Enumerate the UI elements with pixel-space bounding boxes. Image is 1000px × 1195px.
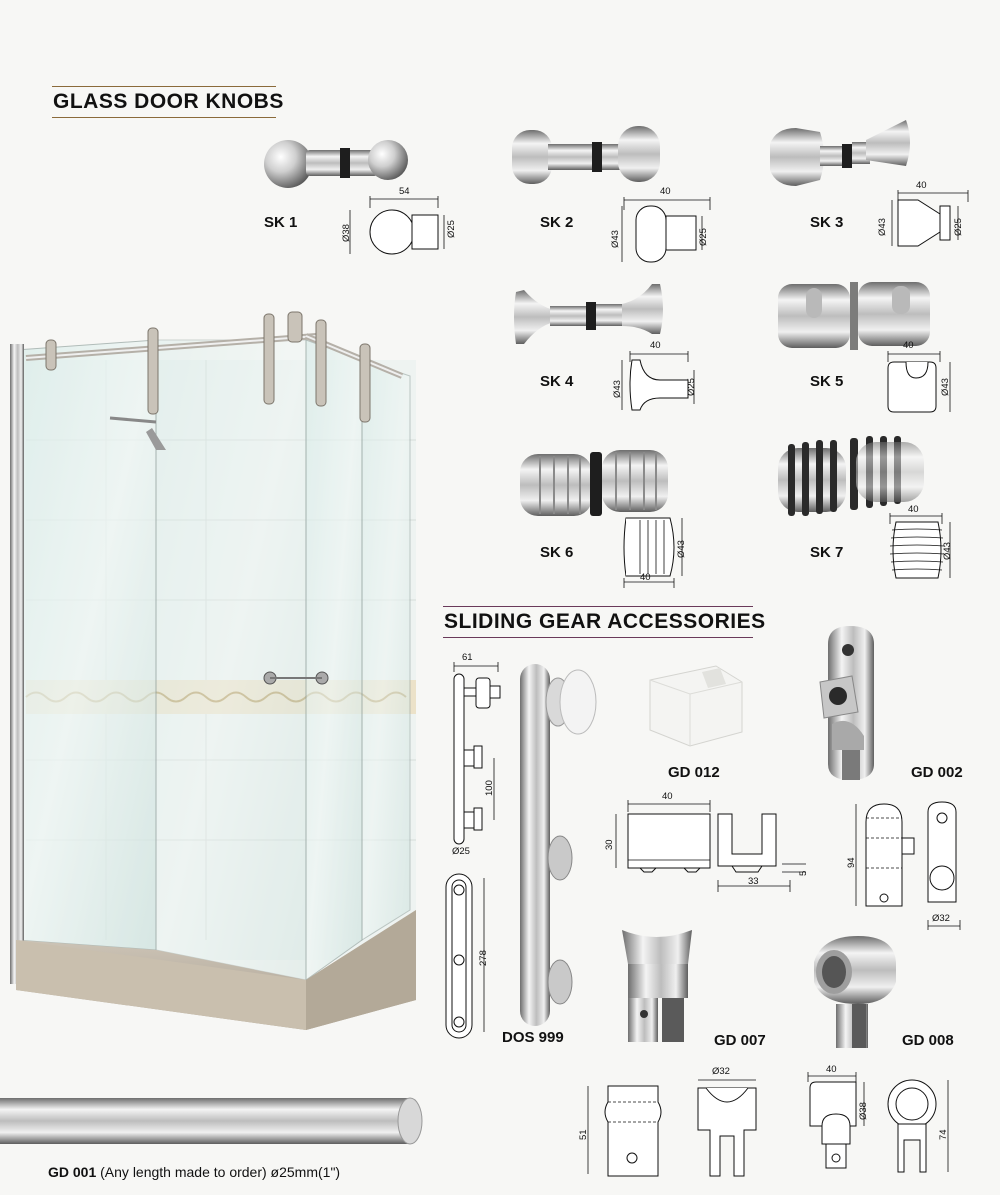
dos999-dim-length: 278 (478, 950, 489, 966)
sk1-dim-ball: Ø38 (341, 224, 352, 242)
gd012-photo (646, 664, 746, 748)
gd008-code: GD 008 (902, 1032, 954, 1049)
gd012-dim-height: 30 (604, 839, 615, 850)
sk3-code: SK 3 (810, 214, 844, 231)
sk6-dim-length: 40 (640, 572, 651, 583)
dos999-diagram-top (446, 660, 512, 856)
gd008-diagram (800, 1068, 970, 1180)
gd007-dim-height: 51 (578, 1129, 589, 1140)
gd001-tube-photo (0, 1096, 424, 1148)
sk7-knob-photo (776, 436, 926, 516)
sk3-dim-head: Ø43 (877, 218, 888, 236)
dos999-dim-spacing: 100 (484, 780, 495, 796)
sk3-knob-photo (766, 116, 912, 196)
sk1-code: SK 1 (264, 214, 298, 231)
dos999-code: DOS 999 (502, 1029, 564, 1046)
gd012-code: GD 012 (668, 764, 720, 781)
gd001-caption (48, 1164, 340, 1180)
sk3-dim-stem: Ø25 (953, 218, 964, 236)
sk4-dim-stem: Ø25 (686, 378, 697, 396)
sk6-knob-photo (518, 446, 670, 520)
sk5-dim-length: 40 (903, 340, 914, 351)
gd012-dim-channel: 33 (748, 876, 759, 887)
gd001-description: (Any length made to order) ø25mm(1") (96, 1164, 341, 1180)
gd008-dim-diameter: Ø38 (858, 1102, 869, 1120)
dos999-diagram-bottom (440, 870, 510, 1042)
sk5-diagram (876, 350, 966, 416)
gd012-dim-width: 40 (662, 791, 673, 802)
gd002-dim-height: 94 (846, 857, 857, 868)
gd008-photo (808, 932, 900, 1050)
sliding-title-rule-bottom (443, 637, 753, 638)
dos999-dim-width: 61 (462, 652, 473, 663)
gd001-code: GD 001 (48, 1164, 97, 1180)
sk7-dim-length: 40 (908, 504, 919, 515)
sk6-diagram (612, 514, 702, 590)
sk3-dim-length: 40 (916, 180, 927, 191)
knobs-title-rule-bottom (52, 117, 276, 118)
sk6-code: SK 6 (540, 544, 574, 561)
sk1-diagram (340, 194, 460, 260)
dos999-photo (514, 662, 604, 1028)
sk2-diagram (608, 196, 728, 268)
sk7-dim-head: Ø43 (942, 542, 953, 560)
sk2-dim-stem: Ø25 (698, 228, 709, 246)
gd012-dim-gap: 5 (798, 870, 809, 876)
sk2-dim-head: Ø43 (610, 230, 621, 248)
sk7-code: SK 7 (810, 544, 844, 561)
sk4-dim-head: Ø43 (612, 380, 623, 398)
sk1-dim-stem: Ø25 (446, 220, 457, 238)
sk6-dim-head: Ø43 (676, 540, 687, 558)
sk5-code: SK 5 (810, 373, 844, 390)
sk4-code: SK 4 (540, 373, 574, 390)
gd007-code: GD 007 (714, 1032, 766, 1049)
sk1-knob-photo (262, 138, 414, 190)
sk4-knob-photo (514, 282, 666, 352)
gd007-photo (618, 926, 698, 1044)
gd002-diagram (846, 798, 976, 932)
gd007-dim-diameter: Ø32 (712, 1066, 730, 1077)
gd002-code: GD 002 (911, 764, 963, 781)
sk5-dim-head: Ø43 (940, 378, 951, 396)
shower-enclosure-photo (6, 300, 426, 1040)
sk2-dim-length: 40 (660, 186, 671, 197)
sk2-code: SK 2 (540, 214, 574, 231)
sk2-knob-photo (510, 124, 662, 190)
sliding-title-rule-top (443, 606, 753, 607)
gd007-diagram (574, 1072, 774, 1182)
dos999-dim-diameter: Ø25 (452, 846, 470, 857)
gd008-dim-width: 40 (826, 1064, 837, 1075)
sk1-dim-length: 54 (399, 186, 410, 197)
gd012-diagram (600, 798, 820, 898)
knobs-section-title: GLASS DOOR KNOBS (53, 90, 284, 113)
sk4-dim-length: 40 (650, 340, 661, 351)
knobs-title-rule-top (52, 86, 276, 87)
gd008-dim-height: 74 (938, 1129, 949, 1140)
gd002-dim-diameter: Ø32 (932, 913, 950, 924)
sliding-section-title: SLIDING GEAR ACCESSORIES (444, 610, 766, 633)
gd002-photo (818, 624, 884, 784)
